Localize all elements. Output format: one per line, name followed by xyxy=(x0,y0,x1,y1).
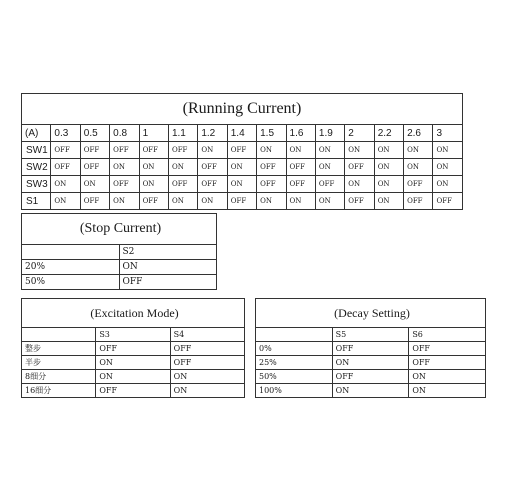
table-cell: SW2 xyxy=(22,159,51,176)
table-cell: OFF xyxy=(433,193,463,210)
table-cell: 16细分 xyxy=(22,384,96,398)
table-cell: ON xyxy=(198,142,227,159)
table-cell: ON xyxy=(96,356,170,370)
table-cell: ON xyxy=(257,193,286,210)
table-row xyxy=(22,159,463,176)
table-cell: ON xyxy=(286,142,315,159)
table-cell: 50% xyxy=(22,275,120,290)
table-cell: ON xyxy=(404,142,433,159)
table-cell: ON xyxy=(409,384,486,398)
table-cell: ON xyxy=(332,356,409,370)
header-cell: 1.1 xyxy=(168,125,197,142)
excitation-mode-title: (Excitation Mode) xyxy=(22,299,245,328)
table-row xyxy=(22,384,245,398)
stop-current-title: (Stop Current) xyxy=(22,214,217,245)
table-cell: ON xyxy=(345,176,374,193)
table-cell: ON xyxy=(198,193,227,210)
table-cell: ON xyxy=(404,159,433,176)
table-cell: 0% xyxy=(256,342,333,356)
table-cell: 20% xyxy=(22,260,120,275)
table-row xyxy=(256,328,486,342)
table-row xyxy=(22,193,463,210)
header-cell: 1 xyxy=(139,125,168,142)
table-cell: OFF xyxy=(51,159,80,176)
table-cell: OFF xyxy=(409,356,486,370)
table-cell: S2 xyxy=(119,245,217,260)
table-cell: ON xyxy=(315,193,344,210)
table-cell: OFF xyxy=(110,176,139,193)
header-cell: 1.6 xyxy=(286,125,315,142)
table-cell: ON xyxy=(96,370,170,384)
table-row xyxy=(22,342,245,356)
running-current-title: (Running Current) xyxy=(22,94,463,125)
header-cell: 2.2 xyxy=(374,125,403,142)
table-cell: OFF xyxy=(227,142,256,159)
table-row xyxy=(256,356,486,370)
table-cell: OFF xyxy=(404,176,433,193)
table-row xyxy=(22,356,245,370)
table-cell: S1 xyxy=(22,193,51,210)
table-cell: OFF xyxy=(409,342,486,356)
table-cell: OFF xyxy=(96,342,170,356)
table-cell: ON xyxy=(374,193,403,210)
decay-setting-title: (Decay Setting) xyxy=(256,299,486,328)
table-row xyxy=(256,384,486,398)
table-cell: OFF xyxy=(168,176,197,193)
table-cell: ON xyxy=(286,193,315,210)
table-cell: OFF xyxy=(315,176,344,193)
table-cell: OFF xyxy=(345,159,374,176)
table-cell: ON xyxy=(170,370,244,384)
running-current-body xyxy=(22,142,463,210)
table-cell: ON xyxy=(257,142,286,159)
table-cell: ON xyxy=(374,142,403,159)
table-cell: OFF xyxy=(198,159,227,176)
header-cell: 2 xyxy=(345,125,374,142)
table-cell: ON xyxy=(119,260,217,275)
header-cell: 1.9 xyxy=(315,125,344,142)
header-cell: 1.2 xyxy=(198,125,227,142)
header-cell: 2.6 xyxy=(404,125,433,142)
table-cell: OFF xyxy=(170,342,244,356)
header-cell: 0.3 xyxy=(51,125,80,142)
stop-current-body xyxy=(22,245,217,290)
table-cell: OFF xyxy=(286,176,315,193)
table-cell: OFF xyxy=(198,176,227,193)
table-cell: OFF xyxy=(119,275,217,290)
table-cell: OFF xyxy=(139,193,168,210)
table-row xyxy=(22,370,245,384)
excitation-mode-table xyxy=(21,298,245,398)
table-cell: 整步 xyxy=(22,342,96,356)
table-cell: OFF xyxy=(345,193,374,210)
table-cell: OFF xyxy=(168,142,197,159)
table-cell: OFF xyxy=(110,142,139,159)
table-cell: SW3 xyxy=(22,176,51,193)
table-cell: 50% xyxy=(256,370,333,384)
table-cell: SW1 xyxy=(22,142,51,159)
table-cell: ON xyxy=(51,193,80,210)
table-cell: ON xyxy=(345,142,374,159)
table-cell: OFF xyxy=(332,370,409,384)
header-cell: 3 xyxy=(433,125,463,142)
table-row xyxy=(22,142,463,159)
table-cell: OFF xyxy=(170,356,244,370)
table-cell: ON xyxy=(139,159,168,176)
table-row xyxy=(22,245,217,260)
table-cell: ON xyxy=(332,384,409,398)
table-cell: OFF xyxy=(227,193,256,210)
table-row xyxy=(256,370,486,384)
table-cell: ON xyxy=(51,176,80,193)
table-cell: ON xyxy=(227,176,256,193)
stop-current-table xyxy=(21,213,217,290)
table-cell: ON xyxy=(168,193,197,210)
table-cell: OFF xyxy=(80,159,109,176)
table-cell: 半步 xyxy=(22,356,96,370)
excitation-mode-body xyxy=(22,328,245,398)
table-cell: ON xyxy=(433,159,463,176)
header-cell: (A) xyxy=(22,125,51,142)
table-cell: ON xyxy=(433,176,463,193)
table-row xyxy=(256,342,486,356)
table-cell: ON xyxy=(433,142,463,159)
table-cell: ON xyxy=(227,159,256,176)
table-cell xyxy=(22,245,120,260)
table-cell: ON xyxy=(80,176,109,193)
table-cell: ON xyxy=(374,176,403,193)
table-cell: OFF xyxy=(51,142,80,159)
table-cell: 100% xyxy=(256,384,333,398)
table-cell: S6 xyxy=(409,328,486,342)
table-cell xyxy=(256,328,333,342)
table-cell: OFF xyxy=(139,142,168,159)
header-cell: 0.5 xyxy=(80,125,109,142)
table-cell: S5 xyxy=(332,328,409,342)
table-cell xyxy=(22,328,96,342)
table-row xyxy=(22,328,245,342)
table-cell: ON xyxy=(168,159,197,176)
table-cell: OFF xyxy=(286,159,315,176)
table-cell: OFF xyxy=(257,176,286,193)
table-cell: OFF xyxy=(257,159,286,176)
table-cell: OFF xyxy=(80,193,109,210)
table-cell: ON xyxy=(315,142,344,159)
table-row xyxy=(22,260,217,275)
table-cell: ON xyxy=(110,159,139,176)
decay-setting-body xyxy=(256,328,486,398)
running-current-header-row xyxy=(22,125,463,142)
table-cell: OFF xyxy=(404,193,433,210)
table-row xyxy=(22,176,463,193)
table-cell: ON xyxy=(315,159,344,176)
decay-setting-table xyxy=(255,298,486,398)
header-cell: 1.4 xyxy=(227,125,256,142)
table-cell: S4 xyxy=(170,328,244,342)
table-cell: ON xyxy=(139,176,168,193)
table-cell: OFF xyxy=(80,142,109,159)
table-cell: ON xyxy=(110,193,139,210)
table-cell: 8细分 xyxy=(22,370,96,384)
table-cell: ON xyxy=(374,159,403,176)
header-cell: 1.5 xyxy=(257,125,286,142)
table-cell: ON xyxy=(409,370,486,384)
table-cell: 25% xyxy=(256,356,333,370)
table-row xyxy=(22,275,217,290)
table-cell: OFF xyxy=(332,342,409,356)
running-current-table xyxy=(21,93,463,210)
table-cell: ON xyxy=(170,384,244,398)
table-cell: OFF xyxy=(96,384,170,398)
header-cell: 0.8 xyxy=(110,125,139,142)
table-cell: S3 xyxy=(96,328,170,342)
